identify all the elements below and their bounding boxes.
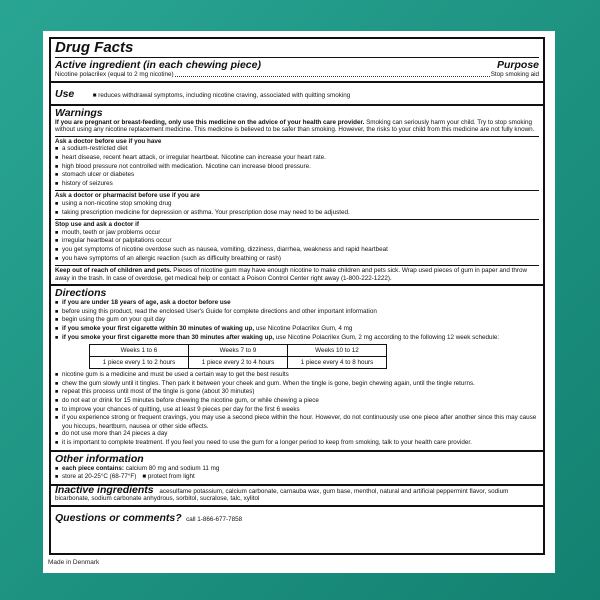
list-item: ■ do not eat or drink for 15 minutes before chewing the nicotine gum, or while chewing a piece — [55, 397, 539, 406]
ask-doctor-heading: Ask a doctor before use if you have — [55, 137, 162, 145]
list-item: ■ taking prescription medicine for depression or asthma. Your prescription dose may need to be adjusted. — [55, 209, 539, 218]
list-item: ■ do not use more than 24 pieces a day — [55, 430, 539, 439]
list-item: ■ chew the gum slowly until it tingles. Then park it between your cheek and gum. When the tingle is gone, begin chewing again, until the tingle returns. — [55, 380, 539, 389]
list-item: ■ it is important to complete treatment. If you feel you need to use the gum for a longer period to keep from smoking, talk to your health care provider. — [55, 439, 539, 448]
warnings-section — [51, 106, 543, 287]
list-item: ■ to improve your chances of quitting, use at least 9 pieces per day for the first 6 weeks — [55, 406, 539, 415]
protect-from-light-text: protect from light — [147, 473, 195, 481]
schedule-header: Weeks 7 to 9 — [189, 345, 288, 357]
list-item: ■ if you experience strong or frequent cravings, you may use a second piece within the hour. However, do not continuously use one piece after another since this may cause you hiccups, heartburn, nausea or other side effects. — [55, 414, 539, 430]
questions-heading: Questions or comments? — [55, 511, 182, 524]
list-item: ■ if you are under 18 years of age, ask a doctor before use — [55, 299, 539, 308]
list-item: ■ store at 20-25°C (68-77°F) ■ protect from light — [55, 473, 539, 482]
schedule-cell: 1 piece every 1 to 2 hours — [90, 357, 189, 369]
schedule-cell: 1 piece every 2 to 4 hours — [189, 357, 288, 369]
list-item: ■ if you smoke your first cigarette within 30 minutes of waking up, use Nicotine Polacrilex Gum, 4 mg — [55, 325, 539, 334]
keep-out-of-reach-warning: Keep out of reach of children and pets. Pieces of nicotine gum may have enough nicotine to make children and pets sick. Wrap used pieces of gum in paper and throw away in the trash. In case of overdose, get medical help or contact a Poison Control Center right away (1-800-222-1222). — [55, 267, 528, 282]
use-section: Use ■ reduces withdrawal symptoms, including nicotine craving, associated with quitting smoking — [51, 83, 543, 106]
other-information-heading: Other information — [55, 452, 144, 465]
table-row — [90, 357, 387, 369]
made-in-text: Made in Denmark — [48, 559, 100, 566]
list-item: ■ high blood pressure not controlled with medication. Nicotine can increase blood pressure. — [55, 163, 539, 172]
questions-section — [51, 507, 543, 528]
directions-section — [51, 286, 543, 451]
ask-pharmacist-heading: Ask a doctor or pharmacist before use if you are — [55, 192, 200, 200]
other-information-section — [51, 452, 543, 486]
directions-heading: Directions — [55, 287, 107, 300]
pregnancy-warning: If you are pregnant or breast-feeding, only use this medicine on the advice of your health care provider. Smoking can seriously harm your child. Try to stop smoking without using any nicotine replacement medicine. This medicine is believed to be safer than smoking. However, the risks to your child from this medicine are not fully known. — [55, 118, 535, 134]
list-item: ■ using a non-nicotine stop smoking drug — [55, 200, 539, 209]
list-item: ■ you get symptoms of nicotine overdose such as nausea, vomiting, dizziness, diarrhea, weakness and rapid heartbeat — [55, 246, 539, 255]
list-item: ■ each piece contains: calcium 80 mg and sodium 11 mg — [55, 465, 539, 474]
list-item: ■ history of seizures — [55, 180, 539, 189]
active-ingredient-row — [55, 71, 539, 79]
schedule-header: Weeks 1 to 6 — [90, 345, 189, 357]
list-item: ■ mouth, teeth or jaw problems occur — [55, 229, 539, 238]
active-ingredient-text: Nicotine polacrilex (equal to 2 mg nicotine) — [55, 71, 174, 78]
inactive-ingredients-text: acesulfame potassium, calcium carbonate, carnauba wax, gum base, menthol, natural and artificial peppermint flavor, sodium bicarbonate, sodium carbonate anhydrous, sorbitol, sucralose, talc, xylitol — [55, 487, 509, 503]
table-row — [90, 345, 387, 357]
list-item: ■ if you smoke your first cigarette more than 30 minutes after waking up, use Nicotine Polacrilex Gum, 2 mg according to the following 12 week schedule: — [55, 334, 539, 343]
list-item: ■ nicotine gum is a medicine and must be used a certain way to get the best results — [55, 371, 539, 380]
use-text: reduces withdrawal symptoms, including nicotine craving, associated with quitting smoking — [98, 91, 351, 99]
stop-use-heading: Stop use and ask a doctor if — [55, 221, 139, 229]
questions-phone: call 1-866-677-7858 — [186, 515, 243, 523]
dosing-schedule-table — [89, 344, 387, 369]
list-item: ■ stomach ulcer or diabetes — [55, 171, 539, 180]
purpose-text: Stop smoking aid — [490, 71, 539, 78]
list-item: ■ you have symptoms of an allergic reaction (such as difficulty breathing or rash) — [55, 255, 539, 264]
schedule-cell: 1 piece every 4 to 8 hours — [288, 357, 387, 369]
inactive-ingredients-heading: Inactive ingredients — [55, 483, 154, 496]
warnings-heading: Warnings — [55, 106, 103, 119]
purpose-heading: Purpose — [496, 59, 539, 71]
list-item: ■ a sodium-restricted diet — [55, 145, 539, 154]
drug-facts-panel — [43, 31, 555, 573]
use-heading: Use — [55, 87, 75, 100]
drug-facts-header — [51, 39, 543, 83]
drug-facts-title: Drug Facts — [55, 39, 134, 56]
list-item: ■ heart disease, recent heart attack, or irregular heartbeat. Nicotine can increase your heart rate. — [55, 154, 539, 163]
list-item: ■ irregular heartbeat or palpitations occur — [55, 237, 539, 246]
schedule-header: Weeks 10 to 12 — [288, 345, 387, 357]
list-item: ■ repeat this process until most of the tingle is gone (about 30 minutes) — [55, 388, 539, 397]
inactive-ingredients-section — [51, 483, 543, 507]
drug-facts-box — [49, 37, 545, 555]
list-item: ■ begin using the gum on your quit day — [55, 316, 539, 325]
active-ingredient-heading: Active ingredient (in each chewing piece) — [55, 59, 261, 71]
list-item: ■ before using this product, read the enclosed User's Guide for complete directions and other important information — [55, 308, 539, 317]
